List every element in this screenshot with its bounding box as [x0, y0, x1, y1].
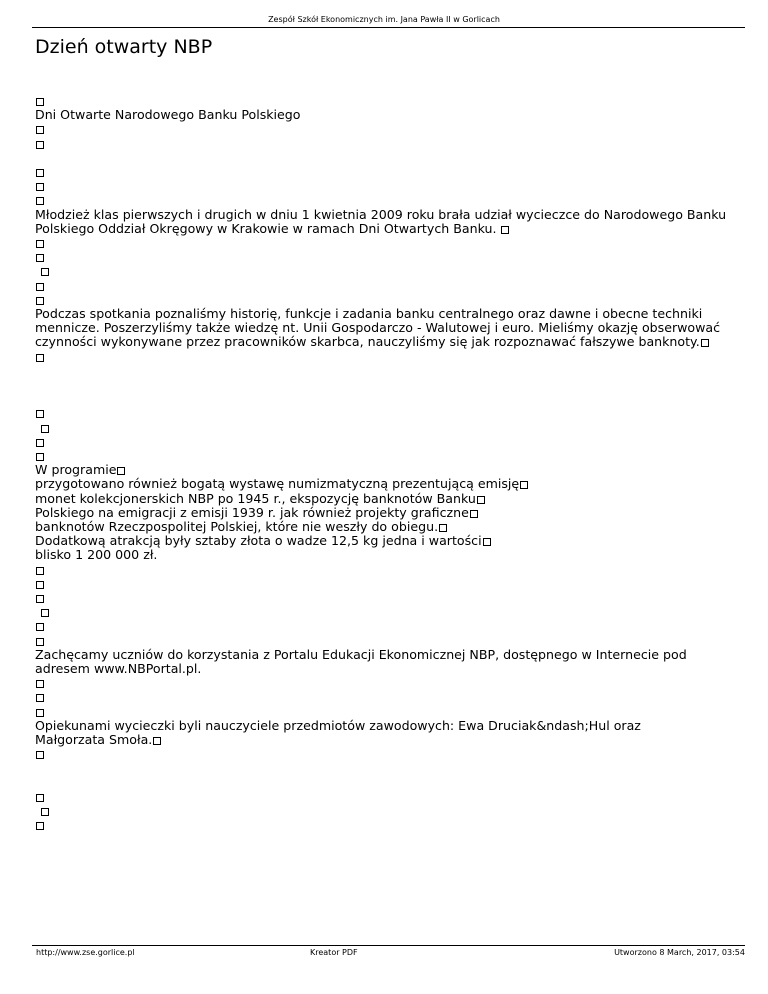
- placeholder-glyph-row: [35, 264, 735, 278]
- spacer: [35, 378, 735, 392]
- missing-glyph-icon: [36, 297, 44, 305]
- placeholder-glyph-row: [35, 293, 735, 307]
- missing-glyph-icon: [153, 737, 161, 745]
- placeholder-glyph-row: [35, 122, 735, 136]
- placeholder-glyph-row: [35, 435, 735, 449]
- missing-glyph-icon: [36, 126, 44, 134]
- placeholder-glyph-row: [35, 619, 735, 633]
- article-heading: Dni Otwarte Narodowego Banku Polskiego: [35, 107, 301, 123]
- missing-glyph-icon: [520, 481, 528, 489]
- missing-glyph-icon: [36, 595, 44, 603]
- missing-glyph-icon: [41, 268, 49, 276]
- paragraph-visit-text: Młodzież klas pierwszych i drugich w dniu 1 kwietnia 2009 roku brała udział wycieczce do Narodowego Banku Polskiego Oddział Okręgowy w Krakowie w ramach Dni Otwartych Banku.: [35, 206, 727, 236]
- spacer: [35, 364, 735, 378]
- placeholder-glyph-row: [35, 406, 735, 420]
- placeholder-glyph-row: [35, 818, 735, 832]
- placeholder-glyph-row: [35, 165, 735, 179]
- missing-glyph-icon: [36, 354, 44, 362]
- missing-glyph-icon: [36, 439, 44, 447]
- article-body: [35, 94, 735, 832]
- placeholder-glyph-row: [35, 804, 735, 818]
- missing-glyph-icon: [36, 98, 44, 106]
- header-divider: [32, 27, 745, 28]
- missing-glyph-icon: [477, 496, 485, 504]
- footer-url: http://www.zse.gorlice.pl: [36, 948, 135, 957]
- placeholder-glyph-row: [35, 179, 735, 193]
- page-title: Dzień otwarty NBP: [35, 36, 213, 58]
- missing-glyph-icon: [41, 609, 49, 617]
- missing-glyph-icon: [501, 226, 509, 234]
- missing-glyph-icon: [36, 197, 44, 205]
- missing-glyph-icon: [36, 254, 44, 262]
- missing-glyph-icon: [36, 638, 44, 646]
- missing-glyph-icon: [36, 141, 44, 149]
- missing-glyph-icon: [36, 680, 44, 688]
- placeholder-glyph-row: [35, 747, 735, 761]
- paragraph-meeting-text: Podczas spotkania poznaliśmy historię, funkcje i zadania banku centralnego oraz dawne i obecne techniki mennicze. Poszerzyliśmy także wiedzę nt. Unii Gospodarczo - Walutowej i euro. Mieliśmy okazję obserwować czynności wykonywane przez pracowników skarbca, nauczyliśmy się jak rozpoznawać fałszywe banknoty.: [35, 306, 721, 350]
- footer-generator: Kreator PDF: [310, 948, 358, 957]
- placeholder-glyph-row: [35, 790, 735, 804]
- program-line: przygotowano również bogatą wystawę numizmatyczną prezentującą emisję: [35, 477, 735, 491]
- paragraph-guardians-text: Opiekunami wycieczki byli nauczyciele przedmiotów zawodowych: Ewa Druciak&ndash;Hul oraz Małgorzata Smoła.: [35, 717, 641, 748]
- placeholder-glyph-row: [35, 563, 735, 577]
- program-line: Polskiego na emigracji z emisji 1939 r. jak również projekty graficzne: [35, 506, 735, 520]
- document-header: Zespół Szkół Ekonomicznych im. Jana Pawła II w Gorlicach: [268, 15, 500, 24]
- spacer: [35, 151, 735, 165]
- missing-glyph-icon: [36, 453, 44, 461]
- placeholder-glyph-row: [35, 676, 735, 690]
- program-line: banknotów Rzeczpospolitej Polskiej, które nie weszły do obiegu.: [35, 520, 735, 534]
- paragraph-portal: Zachęcamy uczniów do korzystania z Portalu Edukacji Ekonomicznej NBP, dostępnego w Internecie pod adresem www.NBPortal.pl.: [35, 646, 687, 677]
- missing-glyph-icon: [701, 339, 709, 347]
- missing-glyph-icon: [36, 169, 44, 177]
- program-line: Dodatkową atrakcją były sztaby złota o wadze 12,5 kg jedna i wartości: [35, 534, 735, 548]
- missing-glyph-icon: [36, 822, 44, 830]
- missing-glyph-icon: [41, 808, 49, 816]
- missing-glyph-icon: [36, 581, 44, 589]
- placeholder-glyph-row: [35, 193, 735, 207]
- placeholder-glyph-row: [35, 690, 735, 704]
- placeholder-glyph-row: [35, 250, 735, 264]
- placeholder-glyph-row: [35, 137, 735, 151]
- missing-glyph-icon: [36, 410, 44, 418]
- missing-glyph-icon: [36, 709, 44, 717]
- missing-glyph-icon: [117, 467, 125, 475]
- missing-glyph-icon: [36, 567, 44, 575]
- placeholder-glyph-row: [35, 705, 735, 719]
- paragraph-meeting: [35, 307, 735, 350]
- placeholder-glyph-row: [35, 634, 735, 648]
- missing-glyph-icon: [36, 794, 44, 802]
- footer-created: Utworzono 8 March, 2017, 03:54: [614, 948, 745, 957]
- placeholder-glyph-row: [35, 605, 735, 619]
- missing-glyph-icon: [470, 510, 478, 518]
- spacer: [35, 776, 735, 790]
- missing-glyph-icon: [36, 751, 44, 759]
- paragraph-guardians: [35, 719, 675, 747]
- missing-glyph-icon: [36, 623, 44, 631]
- placeholder-glyph-row: [35, 94, 735, 108]
- placeholder-glyph-row: [35, 279, 735, 293]
- placeholder-glyph-row: [35, 236, 735, 250]
- missing-glyph-icon: [36, 694, 44, 702]
- placeholder-glyph-row: [35, 421, 735, 435]
- missing-glyph-icon: [36, 183, 44, 191]
- placeholder-glyph-row: [35, 449, 735, 463]
- program-line: W programie: [35, 463, 735, 477]
- spacer: [35, 392, 735, 406]
- missing-glyph-icon: [36, 283, 44, 291]
- placeholder-glyph-row: [35, 591, 735, 605]
- footer-divider: [32, 945, 745, 946]
- missing-glyph-icon: [36, 240, 44, 248]
- placeholder-glyph-row: [35, 350, 735, 364]
- missing-glyph-icon: [483, 538, 491, 546]
- missing-glyph-icon: [439, 524, 447, 532]
- spacer: [35, 761, 735, 775]
- missing-glyph-icon: [41, 425, 49, 433]
- program-line: blisko 1 200 000 zł.: [35, 547, 158, 563]
- paragraph-visit: [35, 208, 735, 236]
- placeholder-glyph-row: [35, 577, 735, 591]
- program-line: monet kolekcjonerskich NBP po 1945 r., ekspozycję banknotów Banku: [35, 492, 735, 506]
